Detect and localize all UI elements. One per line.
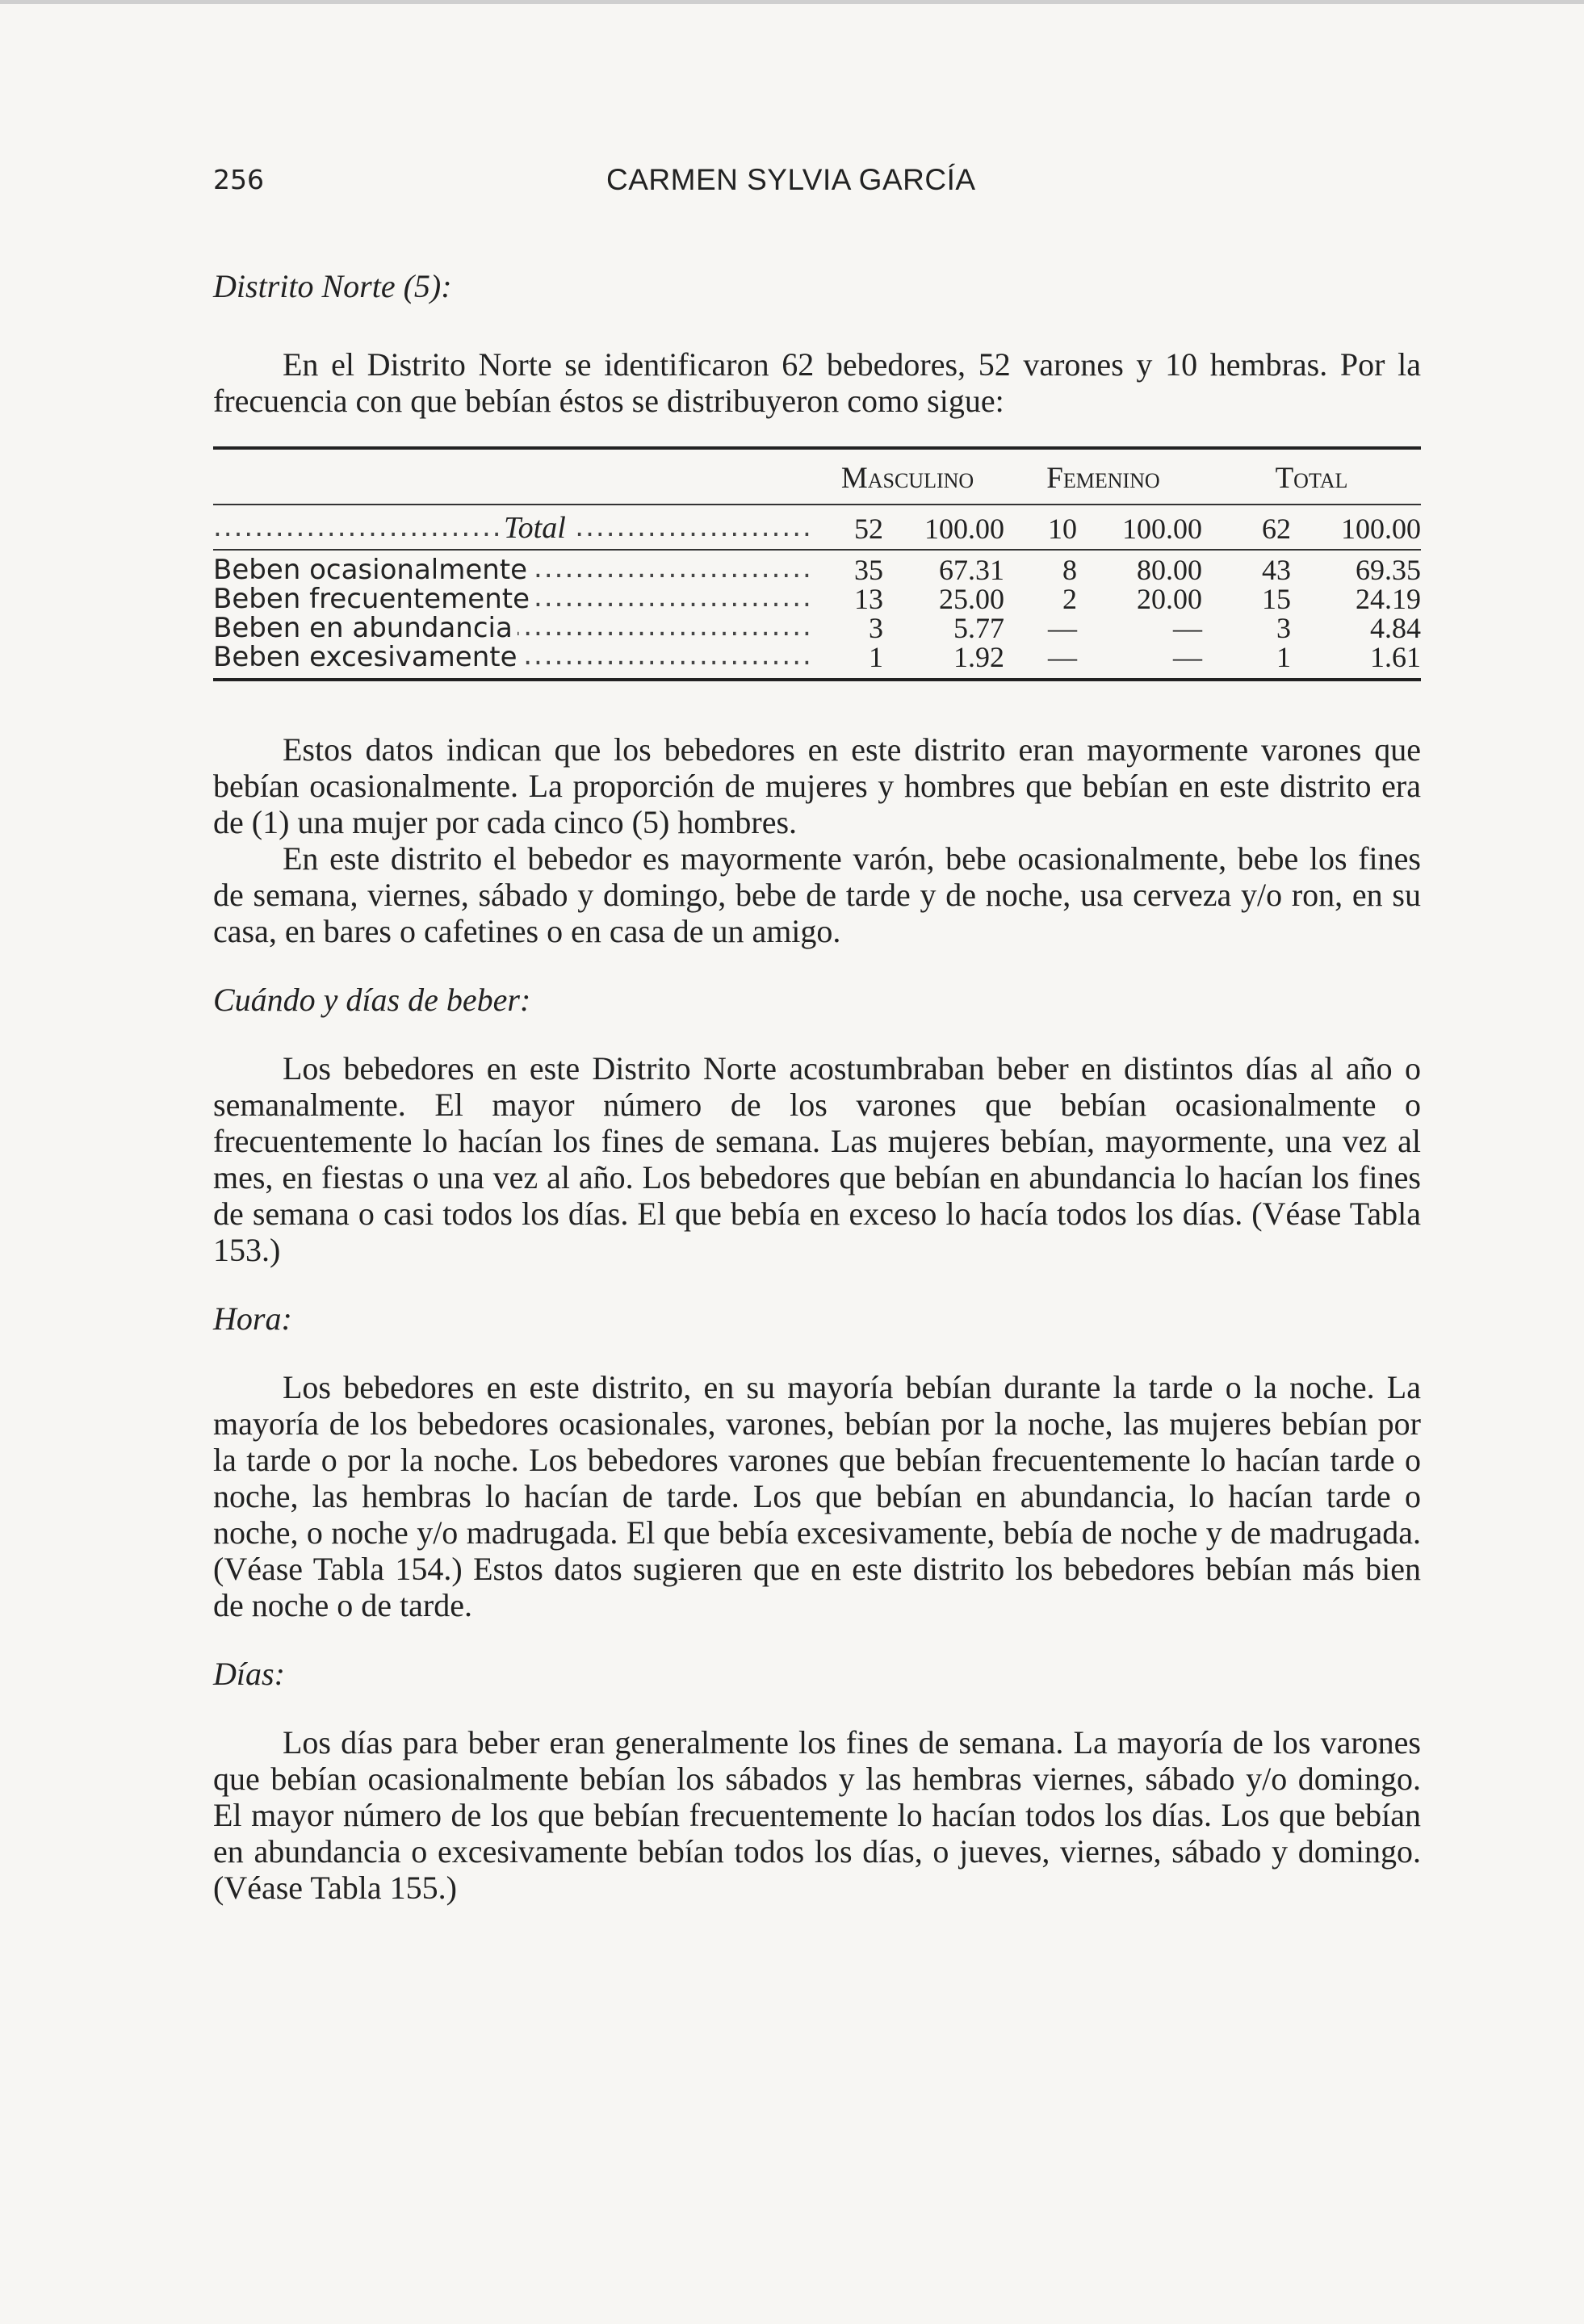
row-label: Beben excesivamente xyxy=(213,643,522,672)
page-number: 256 xyxy=(213,164,264,195)
cell: 10 xyxy=(1048,512,1077,545)
cell: 15 xyxy=(1262,583,1291,615)
cell: — xyxy=(1048,641,1077,673)
cell: 35 xyxy=(854,554,883,586)
cell: 1 xyxy=(869,641,883,673)
cell: 1.92 xyxy=(953,641,1004,673)
cell: 1.61 xyxy=(1370,641,1421,673)
analysis-paragraph-2: En este distrito el bebedor es mayormente varón, bebe ocasionalmente, bebe los fines de semana, viernes, sábado y domingo, bebe de tarde y de noche, usa cerveza y/o ron, en su casa, en bares o cafetines o en casa de un amigo. xyxy=(213,840,1421,949)
section-title-distrito-norte: Distrito Norte (5): xyxy=(213,268,452,304)
running-head: CARMEN SYLVIA GARCÍA xyxy=(606,163,976,196)
intro-paragraph: En el Distrito Norte se identificaron 62 bebedores, 52 varones y 10 hembras. Por la frecuencia con que bebían éstos se distribuyeron como sigue: xyxy=(213,346,1421,419)
section-title-cuando: Cuándo y días de beber: xyxy=(213,982,531,1018)
table-header-row xyxy=(213,464,1421,493)
table-row xyxy=(213,584,1421,613)
total-label: Total xyxy=(504,513,571,543)
header-total: Total xyxy=(1275,462,1348,495)
cell: 2 xyxy=(1062,583,1077,615)
analysis-paragraph-1: Estos datos indican que los bebedores en este distrito eran mayormente varones que bebían ocasionalmente. La proporción de mujeres y hombres que bebían en este distrito era de (1) una mujer por cada cinco (5) hombres. xyxy=(213,731,1421,840)
cell: 3 xyxy=(1276,612,1291,644)
page-content xyxy=(213,161,1421,1906)
cuando-paragraph: Los bebedores en este Distrito Norte acostumbraban beber en distintos días al año o semanalmente. El mayor número de los varones que bebían ocasionalmente o frecuentemente lo hacían los fines de semana. Las mujeres bebían, mayormente, una vez al mes, en fiestas o una vez al año. Los bebedores que bebían en abundancia lo hacían los fines de semana o casi todos los días. El que bebía en exceso lo hacía todos los días. (Véase Tabla 153.) xyxy=(213,1050,1421,1268)
section-title-hora: Hora: xyxy=(213,1300,292,1337)
table-row xyxy=(213,555,1421,584)
dias-paragraph: Los días para beber eran generalmente los fines de semana. La mayoría de los varones que bebían ocasionalmente bebían los sábados y las hembras viernes, sábado y/o domingo. El mayor número de los que bebían frecuentemente lo hacían todos los días. Los que bebían en abundancia o excesivamente bebían todos los días, o jueves, viernes, sábado y domingo. (Véase Tabla 155.) xyxy=(213,1724,1421,1906)
cell: 69.35 xyxy=(1356,554,1421,586)
frequency-table xyxy=(213,446,1421,681)
section-title-dias: Días: xyxy=(213,1656,285,1692)
table-row xyxy=(213,613,1421,643)
cell: 100.00 xyxy=(924,512,1004,545)
cell: 100.00 xyxy=(1341,512,1421,545)
cell: 13 xyxy=(854,583,883,615)
cell: 43 xyxy=(1262,554,1291,586)
scan-edge xyxy=(0,0,1584,4)
page-header xyxy=(213,161,1421,202)
cell: 4.84 xyxy=(1370,612,1421,644)
cell: — xyxy=(1048,612,1077,644)
row-label: Beben en abundancia xyxy=(213,613,518,643)
cell: 3 xyxy=(869,612,883,644)
cell: 5.77 xyxy=(953,612,1004,644)
table-row xyxy=(213,643,1421,672)
cell: 62 xyxy=(1262,512,1291,545)
hora-paragraph: Los bebedores en este distrito, en su mayoría bebían durante la tarde o la noche. La mayoría de los bebedores ocasionales, varones, bebían por la noche, las mujeres bebían por la tarde o por la noche. Los bebedores varones que bebían frecuentemente lo hacían tarde o noche, las hembras lo hacían de tarde. Los que bebían en abundancia, lo hacían tarde o noche, o noche y/o madrugada. El que bebía excesivamente, bebía de noche y de madrugada. (Véase Tabla 154.) Estos datos sugieren que en este distrito los bebedores bebían más bien de noche o de tarde. xyxy=(213,1369,1421,1623)
row-label: Beben frecuentemente xyxy=(213,584,534,613)
cell: 100.00 xyxy=(1122,512,1202,545)
row-label: Beben ocasionalmente xyxy=(213,555,532,584)
cell: 52 xyxy=(854,512,883,545)
cell: 1 xyxy=(1276,641,1291,673)
cell: 8 xyxy=(1062,554,1077,586)
cell: 67.31 xyxy=(939,554,1004,586)
cell: — xyxy=(1173,612,1202,644)
header-masculino: Masculino xyxy=(840,462,974,495)
cell: 24.19 xyxy=(1356,583,1421,615)
cell: — xyxy=(1173,641,1202,673)
table-total-row xyxy=(213,513,1421,543)
cell: 80.00 xyxy=(1137,554,1202,586)
cell: 25.00 xyxy=(939,583,1004,615)
cell: 20.00 xyxy=(1137,583,1202,615)
header-femenino: Femenino xyxy=(1046,462,1160,495)
